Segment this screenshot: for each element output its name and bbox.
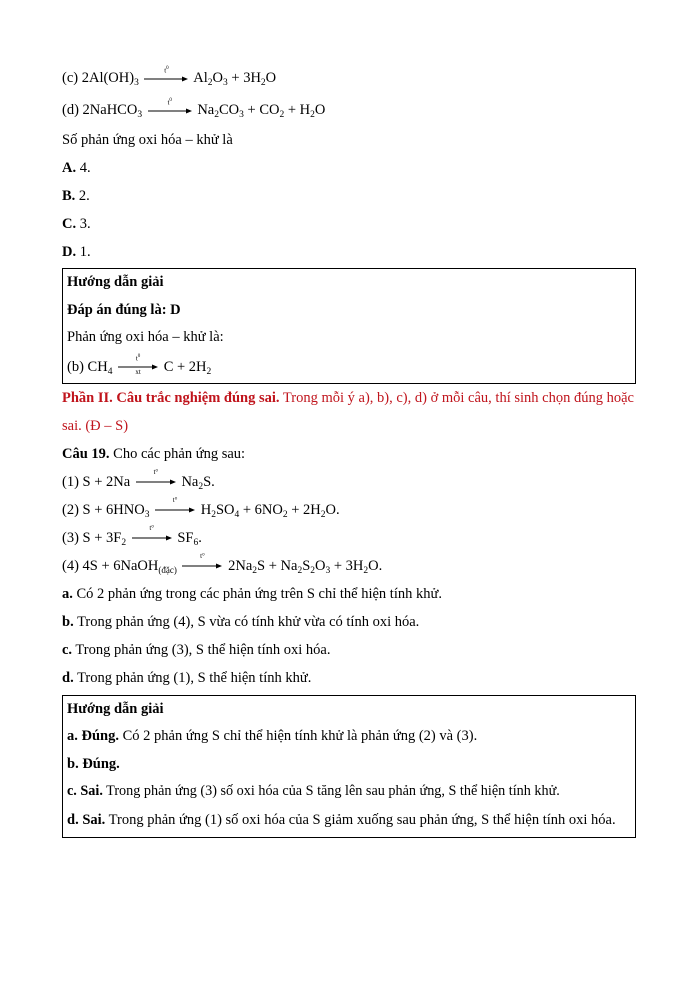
- reaction-left: 2NaHCO$_3$: [82, 102, 143, 120]
- answer-option-d: D. 1.: [62, 244, 91, 260]
- document-page: [62, 62, 636, 838]
- reaction-label: (c): [62, 70, 79, 86]
- reaction-right: $Na_2CO_3 + CO_2 + H_2O$: [197, 102, 326, 120]
- reaction-arrow-icon: t°: [155, 507, 195, 513]
- reaction-arrow-icon: t°: [132, 535, 172, 541]
- solution-answer: Đáp án đúng là: D: [67, 301, 181, 318]
- reaction-arrow-icon: $t^0$: [148, 108, 192, 114]
- question-19: Câu 19. Cho các phản ứng sau:: [62, 445, 246, 462]
- solution-c: c. Sai. Trong phản ứng (3) số oxi hóa của S tăng lên sau phản ứng, S thể hiện tính khử.: [67, 783, 560, 799]
- answer-option-a: A. 4.: [62, 160, 91, 176]
- reaction-arrow-icon: $t^0$ xt: [118, 364, 158, 370]
- reaction-arrow-icon: t°: [182, 563, 222, 569]
- solution-title: Hướng dẫn giải: [67, 700, 164, 717]
- solution-reaction: (b) $CH_4$ $t^0$ xt $C + 2H_2$: [67, 354, 212, 377]
- reaction-left: $2Al(OH)_3$: [81, 70, 139, 88]
- reaction-1: (1) S + 2Na t° $Na_2S$.: [62, 468, 215, 492]
- statement-d: d. Trong phản ứng (1), S thể hiện tính khử.: [62, 669, 312, 686]
- solution-b: b. Đúng.: [67, 755, 120, 772]
- question-stem: Số phản ứng oxi hóa – khử là: [62, 132, 233, 148]
- statement-b: b. Trong phản ứng (4), S vừa có tính khử vừa có tính oxi hóa.: [62, 613, 420, 630]
- solution-box: [62, 695, 636, 838]
- part-heading: Phần II. Câu trắc nghiệm đúng sai. Trong mỗi ý a), b), c), d) ở mỗi câu, thí sinh chọn đúng hoặc sai. (Đ – S): [62, 389, 634, 434]
- statement-c: c. Trong phản ứng (3), S thể hiện tính oxi hóa.: [62, 641, 331, 658]
- solution-d: d. Sai. Trong phản ứng (1) số oxi hóa của S giảm xuống sau phản ứng, S thể hiện tính oxi hóa.: [67, 811, 616, 828]
- statement-a: a. Có 2 phản ứng trong các phản ứng trên S chỉ thể hiện tính khử.: [62, 585, 442, 602]
- reaction-arrow-icon: $t^0$: [144, 76, 188, 82]
- solution-a: a. Đúng. Có 2 phản ứng S chỉ thể hiện tính khử là phản ứng (2) và (3).: [67, 728, 478, 744]
- reaction-arrow-icon: t°: [136, 479, 176, 485]
- reaction-c: [62, 62, 636, 94]
- reaction-d: [62, 94, 636, 126]
- solution-text: Phản ứng oxi hóa – khử là:: [67, 329, 224, 345]
- reaction-2: (2) $S + 6HNO_3$ t° $H_2SO_4 + 6NO_2 + 2H_2O$.: [62, 496, 340, 520]
- solution-title: Hướng dẫn giải: [67, 274, 164, 290]
- solution-box: [62, 268, 636, 384]
- answer-option-b: B. 2.: [62, 188, 90, 204]
- reaction-3: (3) $S + 3F_2$ t° $SF_6$.: [62, 524, 202, 548]
- reaction-4: (4) 4S + 6NaOH$_{(đặc)}$ t° $2Na_2S + Na_2S_2O_3 + 3H_2O$.: [62, 552, 383, 576]
- reaction-right: $Al_2O_3 + 3H_2O$: [193, 70, 277, 88]
- reaction-label: (d): [62, 102, 79, 118]
- answer-option-c: C. 3.: [62, 216, 91, 232]
